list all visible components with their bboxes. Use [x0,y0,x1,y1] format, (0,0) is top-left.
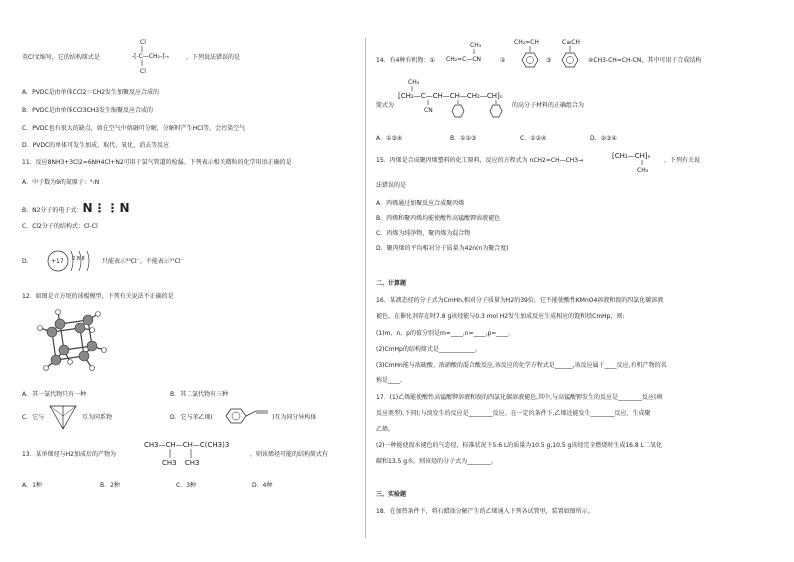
q15-option-b: B．丙烯和聚丙烯均能使酸性高锰酸钾溶液褪色 [376,215,501,222]
q13-stem-a: 13．某单烯烃与H2加成后的产物为 [22,451,116,458]
q10-intro-a: 英Cl文缩写，它的结构简式是 [22,54,100,61]
q13-formula-main: CH3—CH—CH—C(CH3)3 [144,441,230,449]
q11-option-d-text: 只能表示³⁵Cl⁻，不能表示³⁷Cl⁻ [102,258,184,265]
q13-option-a: A．1种 [22,482,42,489]
q17-line-3: 乙烯。 [376,426,395,433]
q11-option-d-label: D． [22,258,33,265]
q14-option-a: A．①③④ [376,135,403,142]
q17-line-4: (2)一种能使溴水褪色的气态烃，标准状况下5.6 L的质量为10.5 g,10.5 g该烃完全燃烧时生成16.8 L二氧化 [376,442,662,449]
svg-text:[CH₂—CH]ₙ: [CH₂—CH]ₙ [612,152,651,160]
svg-text:CH₂=C—CN: CH₂=C—CN [446,56,482,63]
section-experiment-heading: 三、实验题 [376,491,407,498]
q10-option-d: D．PVDC的单体可发生加成、取代、氧化、消去等反应 [22,142,170,149]
q15-option-d: D．聚丙烯的平均相对分子质量为42n(n为聚合度) [376,245,509,252]
q15-stem-c: 法错误的是 [376,182,407,189]
svg-text:C≡CH: C≡CH [562,39,580,46]
q13-option-b: B．2种 [100,482,120,489]
polypropylene-structure [612,148,662,174]
svg-text:Cl: Cl [140,39,146,46]
q18-line-1: 18．在加热条件下，将石蜡油分解产生的乙烯通入下列各试管里，装置如图所示。 [376,508,594,515]
electron-shells: 2 8 8 [72,256,85,262]
q13-option-d: D．4种 [252,482,273,489]
q12-option-c-post: 互为同系物 [82,414,113,421]
q16-line-4: (2)CmHp的结构简式是____________。 [376,346,481,353]
pvdc-structure [132,38,186,78]
q11-stem: 11．反应8NH3+3Cl2=6NH4Cl+N2可用于氯气管道的检漏。下列表示相关微粒的化学用语正确的是 [22,159,292,166]
q15-option-c: C．丙烯为纯净物，聚丙烯为混合物 [376,230,471,237]
q11-option-b-text: B．N2分子的电子式： [22,207,83,214]
styrene-structure [222,406,272,426]
q15-stem-a: 15．丙烯是合成聚丙烯塑料的化工原料，反应的方程式为 nCH2=CH—CH3→ [376,157,584,164]
q14-stem-e: 简式为 [376,102,395,109]
svg-text:CH₃: CH₃ [408,79,420,86]
svg-text:CH₃: CH₃ [637,167,649,174]
q15-stem-b: ，下列有关说 [664,157,701,164]
q14-option-d: D．②③④ [590,135,617,142]
q11-n2-electron-formula: N⋮⋮N [82,201,131,215]
polymer-structure [398,78,512,128]
chloride-ion-structure-diagram [44,246,102,276]
q11-option-c: C．Cl2分子的结构式：Cl-Cl [22,223,98,230]
column-divider [365,38,366,538]
prismane-structure [44,404,82,432]
q14-stem-c: ③ [546,57,552,64]
q13-stem-b: ，则该烯烃可能的结构简式有 [250,451,329,458]
q12-option-c-pre: C．它与 [22,414,45,421]
q17-line-1: 17．(1)乙烯能使酸性高锰酸钾溶液和溴的四氯化碳溶液褪色,其中,与高锰酸钾发生的反应是________反应(填 [376,394,663,401]
methacrylonitrile-structure [444,40,496,72]
q16-line-5: (3)CmHn能与浓硫酸、浓硝酸的混合酸反应,该反应的化学方程式是______,该反应属于____反应,有机产物的名 [376,362,667,369]
svg-text:CH₂=CH: CH₂=CH [514,39,539,46]
q11-option-b [22,202,131,214]
q16-line-6: 称是____。 [376,377,407,384]
q14-option-c: C．①②④ [520,135,547,142]
q16-line-1: 16．某液态烃的分子式为CmHn,相对分子质量为H2的39倍，它不能使酸性KMnO4溶液和溴的四氯化碳溶液 [376,297,664,304]
svg-text:CN: CN [424,107,433,114]
q10-intro-b: ，下列说法错误的是 [186,54,241,61]
q12-option-d-post: )互为同分异构体 [272,414,317,421]
q14-stem-b: ② [500,57,506,64]
svg-text:CH₃: CH₃ [470,42,482,49]
svg-text:-[-C—CH₂-]-ₙ: -[-C—CH₂-]-ₙ [132,53,170,60]
styrene-structure-2 [510,38,546,76]
q12-option-b: B．其二氯代物有三种 [170,391,229,398]
q14-stem-d: ④CH3-CH=CH-CN，其中可用于合成结构 [588,57,702,64]
q12-stem: 12．如图是立方烷的球棍模型，下列有关说法不正确的是 [22,293,174,300]
svg-text:Cl: Cl [140,68,146,75]
q10-option-a: A．PVDC是由单体CCl2＝CH2发生加聚反应合成的 [22,89,160,96]
q16-line-2: 褪色，在催化剂存在时7.8 g该烃能与0.3 mol H2发生加成反应生成相应的饱和烃CmHp，则: [376,313,625,320]
q11-option-a [22,180,99,186]
q12-option-a: A．其一氯代物只有一种 [22,391,87,398]
phenylacetylene-structure [554,38,588,76]
q14-stem-f: 的高分子材料的正确组合为 [512,102,585,109]
q13-formula-bonds [150,449,200,459]
q13-option-c: C．3种 [176,482,197,489]
q15-option-a: A．丙烯通过加聚反应合成聚丙烯 [376,200,465,207]
q13-formula-branches: CH3 CH3 [162,459,200,467]
q16-line-3: (1)m、n、p的值分别是m=____,n=____,p=____。 [376,330,515,337]
q14-option-b: B．①②③ [450,135,477,142]
nucleus-charge: +17 [51,258,64,265]
q17-line-5: 碳和13.5 g水。则该烃的分子式为________。 [376,458,498,465]
q11-nitrogen-symbol: ⁹₇N [89,179,100,186]
q10-option-b: B．PVDC是由单体CCl3CH3发生缩聚反应合成的 [22,107,154,114]
q17-line-2: 反应类型),下同);与溴发生的反应是________反应。在一定的条件下,乙烯还能发生________反应，生成聚 [376,410,651,417]
q12-option-d-pre: D．它与苯乙烯( [170,414,213,421]
q11-option-a-text: A．中子数为9的氮原子： [22,179,90,186]
svg-text:[CH₂—C—CH—CH—CH₂—CH]ₙ: [CH₂—C—CH—CH—CH₂—CH]ₙ [398,92,503,100]
cubane-ball-stick-model [30,306,120,376]
q14-stem-a: 14．有4种有机物：① [376,57,435,64]
section-calculation-heading: 二、计算题 [376,280,407,287]
q10-option-c: C．PVDC也有很大的缺点，如在空气中熔融可分解，分解时产生HCl等，会污染空气 [22,125,246,132]
